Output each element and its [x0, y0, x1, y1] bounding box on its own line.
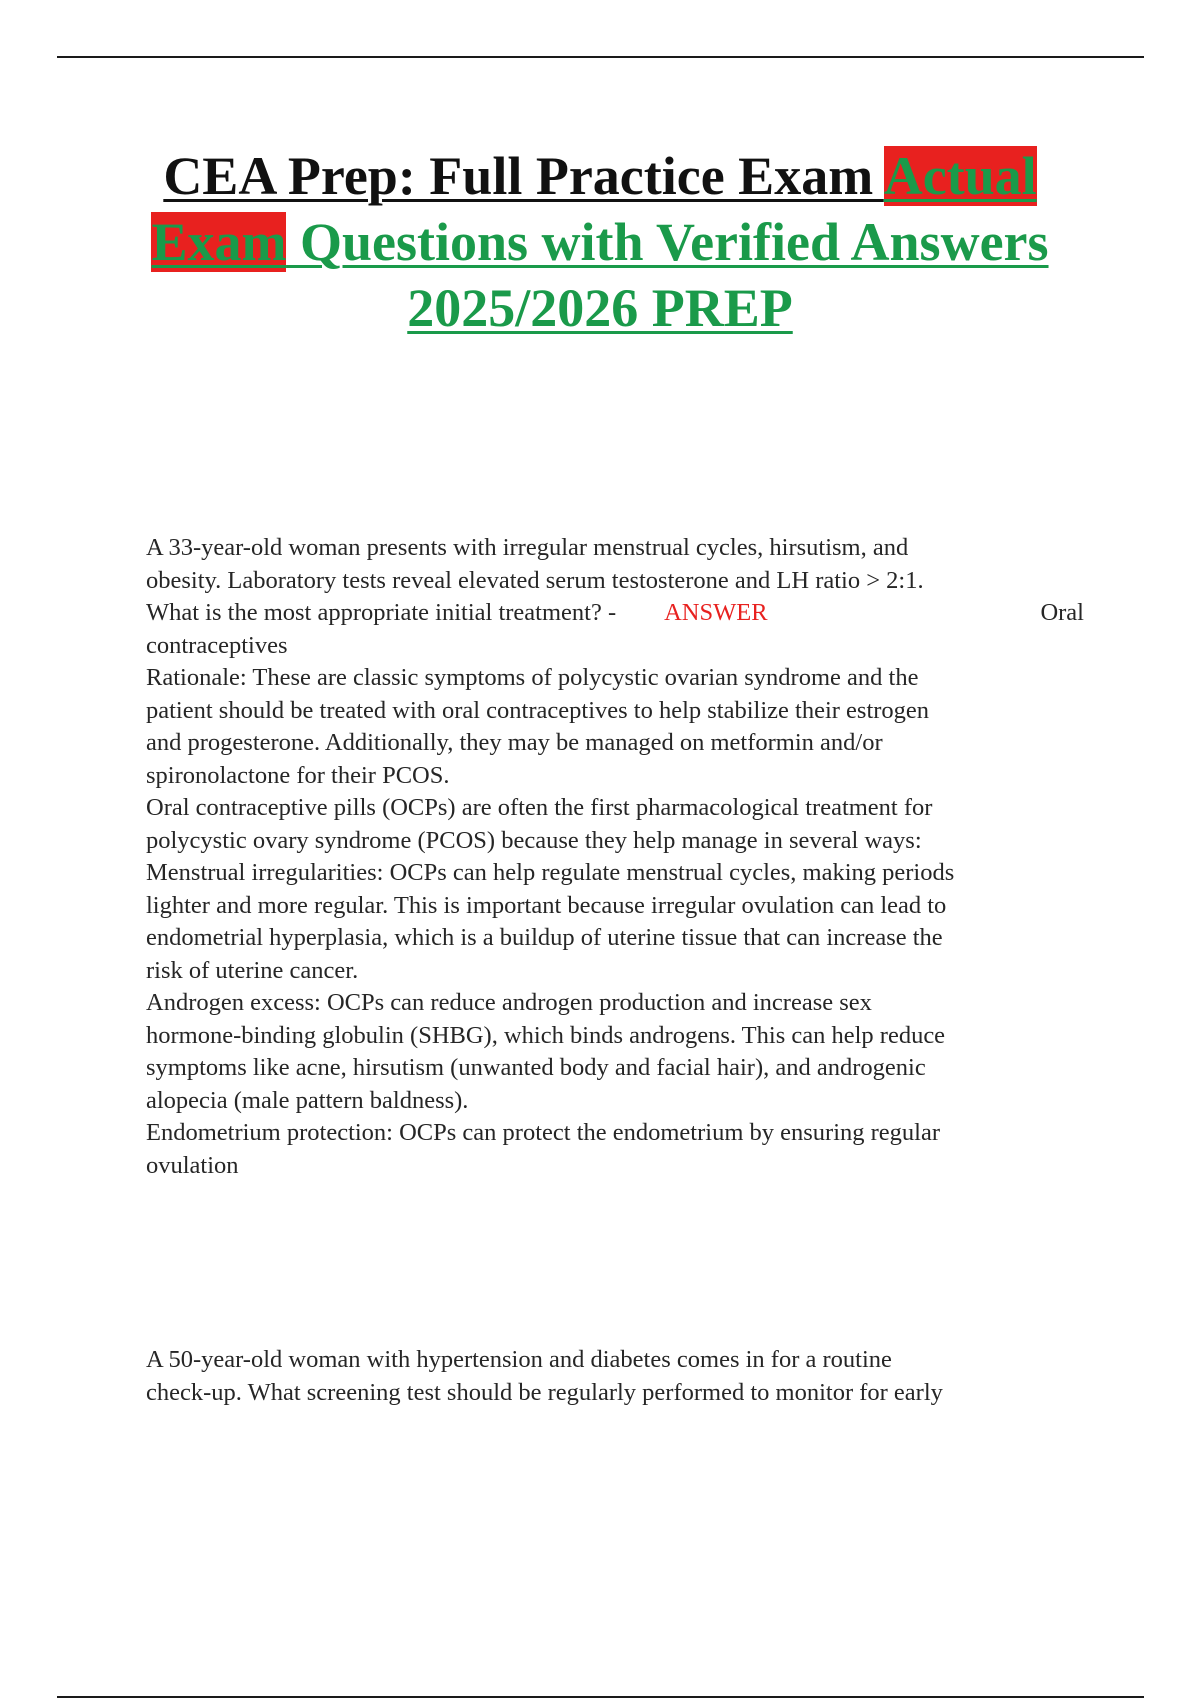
rationale-line: Androgen excess: OCPs can reduce androgen production and increase sex [146, 989, 872, 1016]
header-rule [57, 56, 1144, 58]
rationale-line: lighter and more regular. This is important because irregular ovulation can lead to [146, 891, 947, 919]
rationale-line: Oral contraceptive pills (OCPs) are often the first pharmacological treatment for [146, 794, 933, 821]
document-title [100, 143, 1100, 341]
question-1-line: obesity. Laboratory tests reveal elevated serum testosterone and LH ratio > 2:1. [146, 566, 924, 594]
rationale-line: symptoms like acne, hirsutism (unwanted body and facial hair), and androgenic [146, 1054, 926, 1081]
title-highlight-actual: Actual [883, 146, 1037, 206]
rationale-line: risk of uterine cancer. [146, 956, 359, 984]
title-highlight-exam: Exam [151, 212, 287, 272]
rationale-line: endometrial hyperplasia, which is a buildup of uterine tissue that can increase the [146, 924, 943, 951]
answer-text-rest: contraceptives [146, 631, 288, 659]
question-1-line: A 33-year-old woman presents with irregular menstrual cycles, hirsutism, and [146, 534, 909, 561]
question-2-line: A 50-year-old woman with hypertension and diabetes comes in for a routine [146, 1346, 892, 1373]
question-2-line: check-up. What screening test should be regularly performed to monitor for early [146, 1378, 943, 1406]
title-part-3: 2025/2026 PREP [407, 278, 793, 338]
answer-label: ANSWER [664, 599, 768, 626]
answer-text-start: Oral [1040, 599, 1084, 626]
question-1-prompt: What is the most appropriate initial treatment? - [146, 599, 617, 626]
rationale-line: patient should be treated with oral contraceptives to help stabilize their estrogen [146, 696, 930, 724]
rationale-line: Rationale: These are classic symptoms of polycystic ovarian syndrome and the [146, 664, 919, 691]
rationale-line: and progesterone. Additionally, they may be managed on metformin and/or [146, 729, 883, 756]
rationale-line: hormone-binding globulin (SHBG), which binds androgens. This can help reduce [146, 1021, 946, 1049]
title-part-1: CEA Prep: Full Practice Exam [163, 146, 884, 206]
rationale-line: spironolactone for their PCOS. [146, 761, 450, 789]
rationale-line: alopecia (male pattern baldness). [146, 1086, 469, 1114]
question-1-block [146, 532, 1084, 1182]
question-1-answer-line [146, 597, 1084, 630]
rationale-line: ovulation [146, 1151, 239, 1179]
title-part-2: Questions with Verified Answers [286, 212, 1049, 272]
footer-rule [57, 1696, 1144, 1698]
rationale-line: Endometrium protection: OCPs can protect the endometrium by ensuring regular [146, 1119, 941, 1146]
rationale-line: polycystic ovary syndrome (PCOS) because they help manage in several ways: [146, 826, 922, 854]
question-2-block [146, 1344, 1084, 1409]
rationale-line: Menstrual irregularities: OCPs can help regulate menstrual cycles, making periods [146, 859, 955, 886]
